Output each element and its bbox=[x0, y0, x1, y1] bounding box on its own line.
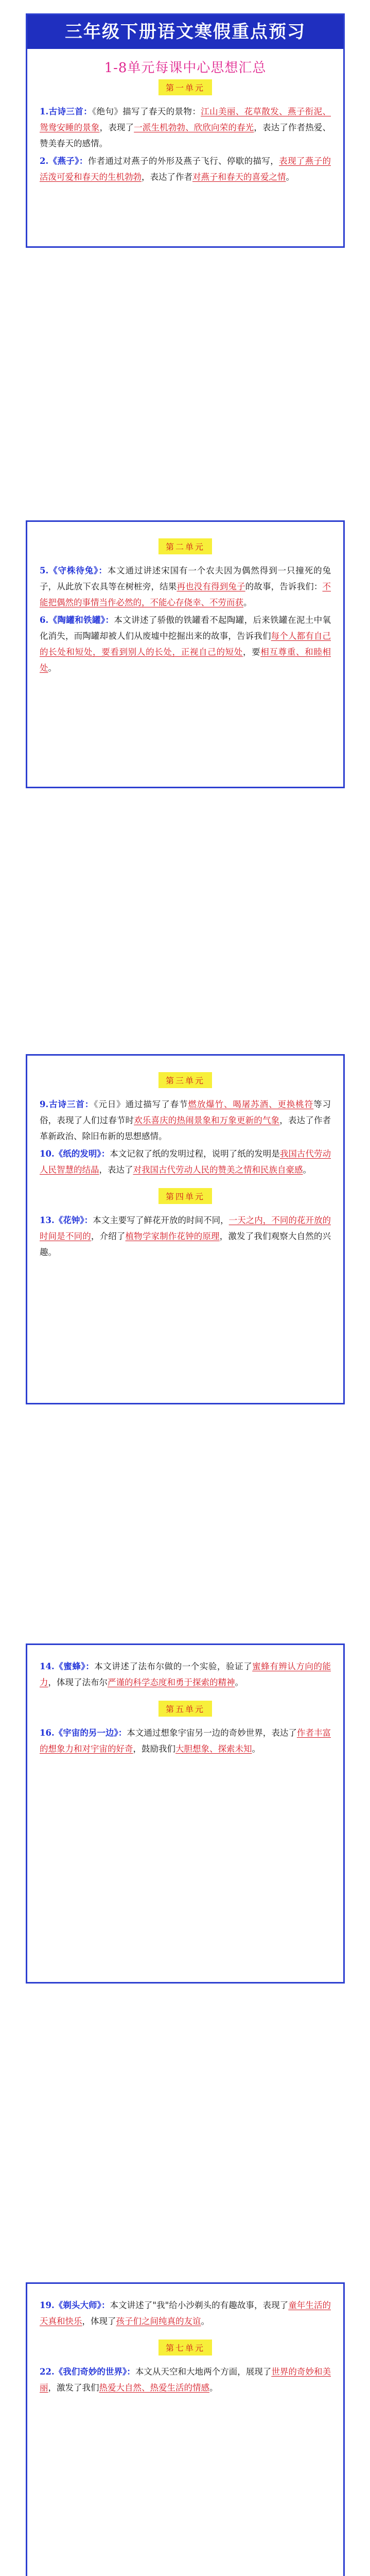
unit-heading: 第五单元 bbox=[158, 1701, 212, 1717]
lesson-entry: 2.《燕子》：作者通过对燕子的外形及燕子飞行、停歇的描写，表现了燕子的活泼可爱和春天的生机勃勃，表达了作者对燕子和春天的喜爱之情。 bbox=[40, 156, 331, 182]
lesson-entry: 9.古诗三首：《元日》通过描写了春节燃放爆竹、喝屠苏酒、更换桃符等习俗，表现了人们过春节时欢乐喜庆的热闹景象和万象更新的气象，表达了作者革新政治、除旧布新的思想感情。 bbox=[40, 1099, 331, 1141]
lesson-entry: 19.《剃头大师》：本文讲述了"我"给小沙剃头的有趣故事，表现了童年生活的天真和快乐，体现了孩子们之间纯真的友谊。 bbox=[40, 2300, 331, 2326]
lesson-entry: 1.古诗三首：《绝句》描写了春天的景物：江山美丽、花草散发、燕子衔泥、鸳鸯安睡的景象，表现了一派生机勃勃、欣欣向荣的春光，表达了作者热爱、赞美春天的感情。 bbox=[40, 107, 331, 148]
lesson-entry: 14.《蜜蜂》：本文讲述了法布尔做的一个实验，验证了蜜蜂有辨认方向的能力，体现了法布尔严谨的科学态度和勇于探索的精神。 bbox=[40, 1662, 331, 1687]
page-title: 三年级下册语文寒假重点预习 bbox=[27, 15, 343, 49]
sheet-1 bbox=[26, 13, 345, 248]
lesson-entry: 16.《宇宙的另一边》：本文通过想象宇宙另一边的奇妙世界，表达了作者丰富的想象力和对宇宙的好奇，鼓励我们大胆想象、探索未知。 bbox=[40, 1728, 331, 1754]
sheet-2 bbox=[26, 520, 345, 788]
lesson-entry: 10.《纸的发明》：本文记叙了纸的发明过程，说明了纸的发明是我国古代劳动人民智慧的结晶，表达了对我国古代劳动人民的赞美之情和民族自豪感。 bbox=[40, 1149, 331, 1175]
sheet-4 bbox=[26, 1643, 345, 1984]
unit-heading: 第三单元 bbox=[158, 1072, 212, 1088]
sheet-3 bbox=[26, 1054, 345, 1404]
lesson-entry: 22.《我们奇妙的世界》：本文从天空和大地两个方面，展现了世界的奇妙和美丽，激发了我们热爱大自然、热爱生活的情感。 bbox=[40, 2367, 331, 2393]
page-subtitle: 1-8单元每课中心思想汇总 bbox=[104, 60, 267, 76]
unit-heading: 第四单元 bbox=[158, 1188, 212, 1204]
unit-heading: 第一单元 bbox=[158, 79, 212, 95]
lesson-entry: 13.《花钟》：本文主要写了鲜花开放的时间不同，一天之内，不同的花开放的时间是不同的，介绍了植物学家制作花钟的原理，激发了我们观察大自然的兴趣。 bbox=[40, 1215, 331, 1257]
lesson-entry: 6.《陶罐和铁罐》：本文讲述了骄傲的铁罐看不起陶罐，后来铁罐在泥土中氧化消失，而陶罐却被人们从废墟中挖掘出来的故事，告诉我们每个人都有自己的长处和短处，要看到别人的长处，正视自己的短处，要相互尊重、和睦相处。 bbox=[40, 615, 331, 673]
lesson-entry: 5.《守株待兔》：本文通过讲述宋国有一个农夫因为偶然得到一只撞死的兔子，从此放下农具等在树桩旁，结果再也没有得到兔子的故事，告诉我们：不能把偶然的事情当作必然的，不能心存侥幸、不劳而获。 bbox=[40, 566, 331, 607]
sheet-5 bbox=[26, 2282, 345, 2576]
unit-heading: 第二单元 bbox=[158, 538, 212, 554]
unit-heading: 第七单元 bbox=[158, 2340, 212, 2355]
